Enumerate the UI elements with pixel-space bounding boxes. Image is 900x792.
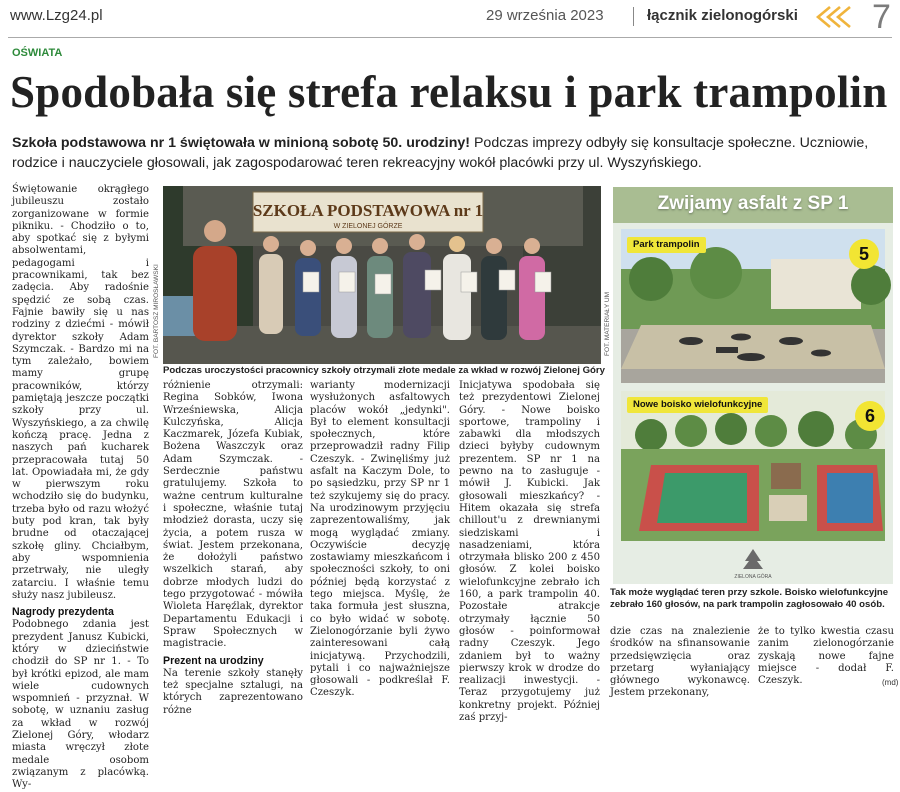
column-2-continued: Na terenie szkoły stanęły też specjalne sztalugi, na których zaprezentowano różne (163, 667, 303, 716)
column-4-text: Inicjatywa spodobała się też prezydentowi Zielonej Góry. - Nowe boisko sportowe, trampoliny i zabawki dla młodszych dzieci byłyby cudownym prezentem. SP nr 1 na pewno na to zasługuje - mówił J. Kubicki. Jak głosowali mieszkańcy? - Hitem okazała się strefa chillout'u z drewnianymi siedziskami i nasadzeniami, która otrzymała blisko 200 z 450 głosów. Z kolei boisko wielofunkcyjne zebrało ich 160, a park trampolin 40. Pozostałe atrakcje otrzymały łącznie 50 głosów - poinformował radny Czeszyk. Jego zdaniem był to ważny pierwszy krok w drodze do realizacji inwestycji. - Teraz przygotujemy już konkretny projekt. Później zaś przyj- (459, 380, 600, 724)
article-column-2 (163, 380, 303, 716)
panel-number-6: 6 (855, 401, 885, 431)
infographic (613, 187, 893, 584)
lead-paragraph (12, 133, 894, 173)
column-2-text: różnienie otrzymali: Regina Sobków, Iwona Wrześniewska, Alicja Kulczyńska, Alicja Kaczmarek, Józefa Kubiak, Bożena Waszczyk oraz Adam Szymczak. - Serdecznie państwu gratulujemy. Szkoła to ważne centrum kulturalne i społeczne, właśnie tutaj młodzież dorasta, uczy się życia, a potem rusza w świat. Jestem przekonana, że dołożyli państwo wszelkich starań, aby dobrze młodych ludzi do tego przygotować - mówiła Wioleta Haręźlak, dyrektor Departamentu Edukacji i Spraw Społecznych w magistracie. (163, 380, 303, 650)
section-tag: OŚWIATA (12, 47, 63, 59)
panel-label-trampoline: Park trampolin (627, 237, 706, 253)
chevron-left-icon (814, 5, 854, 29)
banner-subtext: W ZIELONEJ GÓRZE (333, 223, 403, 230)
multipurpose-pitch-rendering (621, 391, 885, 541)
article-column-5 (610, 626, 750, 699)
photo-credit: FOT. BARTOSZ MIROSŁAWSKI (153, 264, 160, 358)
header-divider (633, 7, 634, 26)
column-1-continued: Podobnego zdania jest prezydent Janusz Kubicki, który w dzieciństwie chodził do SP nr 1. - To był krótki epizod, ale mam wiele cudownych wspomnień - przyznał. W sobotę, w uznaniu zasług za wkład w rozwój Zielonej Góry, włodarz miasta wręczył złote medale osobom związanym z placówką. Wy- (12, 619, 149, 791)
zielona-gora-logo-icon (735, 547, 771, 581)
panel-multipurpose-pitch (621, 391, 885, 541)
infographic-title: Zwijamy asfalt z SP 1 (657, 193, 849, 214)
issue-date: 29 września 2023 (486, 7, 604, 24)
logo-text: ZIELONA GÓRA (734, 574, 772, 580)
article-column-1 (12, 184, 149, 791)
lead-rest: Podczas imprezy odbyły się konsultacje społeczne. Uczniowie, rodzice i nauczyciele głosowali, jak zagospodarować teren rekreacyjny wokół placówki przy ul. Wyszyńskiego. (12, 135, 869, 171)
column-5-text: dzie czas na znalezienie środków na sfinansowanie przedsięwzięcia oraz przetarg wyłaniający głównego wykonawcę. Jestem przekonany, (610, 626, 750, 699)
column-6-text: że to tylko kwestia czasu zanim zielonogórzanie zyskają nowe fajne miejsce - dodał F. Czeszyk. (758, 626, 894, 687)
banner-text: SZKOŁA PODSTAWOWA nr 1 (252, 201, 484, 220)
subheading-prezent: Prezent na urodziny (163, 654, 264, 667)
author-signature: (md) (882, 678, 899, 687)
panel-label-pitch: Nowe boisko wielofunkcyjne (627, 397, 768, 413)
site-url[interactable]: www.Lzg24.pl (10, 7, 103, 24)
publication-name: łącznik zielonogórski (647, 7, 798, 24)
column-1-text: Świętowanie okrągłego jubileuszu zostało zorganizowane w formie pikniku. - Chodziło o to, aby spotkać się z byłymi absolwentami, pedagogami i pracownikami, tak bez zadęcia. Aby radośnie spędzić ze sobą czas. Fajnie bawiły się u nas rodziny z dziećmi - mówił dyrektor szkoły Adam Szymczak. - Bardzo mi na tym zależało, bowiem mamy grupę pracowników, którzy pamiętają jeszcze początki szkoły przy ul. Wyszyńskiego, a za chwilę kończą pracę. Jedna z naszych pań kucharek przepracowała tutaj 50 lat. Opowiadała mi, że gdy w pierwszym roku wchodziło się do budynku, trzeba było od razu włożyć buty pod kran, tak były brudne od otaczającej szkołę gliny. Chciałbym, aby wspomnienia przetrwały, nie uległy zatarciu. I właśnie temu służy nasz jubileusz. (12, 184, 149, 601)
panel-trampoline-park (621, 229, 885, 383)
photo-caption: Podczas uroczystości pracownicy szkoły otrzymali złote medale za wkład w rozwój Zielonej Góry (163, 365, 605, 376)
infographic-credit: FOT. MATERIAŁY UM (604, 291, 611, 356)
infographic-caption: Tak może wyglądać teren przy szkole. Boisko wielofunkcyjne zebrało 160 głosów, na park trampolin zagłosowało 40 osób. (610, 587, 889, 610)
panel-number-5: 5 (849, 239, 879, 269)
article-column-3 (310, 380, 450, 699)
header-rule (8, 37, 892, 38)
lead-bold: Szkoła podstawowa nr 1 świętowała w minioną sobotę 50. urodziny! (12, 135, 471, 151)
ceremony-photo (163, 186, 601, 364)
ceremony-photo-illustration (163, 186, 601, 364)
subheading-nagrody: Nagrody prezydenta (12, 606, 114, 619)
column-3-text: warianty modernizacji wysłużonych asfaltowych placów wokół „jedynki". Był to element konsultacji społecznych, które przeprowadził radny Filip Czeszyk. - Zwinęliśmy już asfalt na Kaczym Dole, to po sąsiedzku, przy SP nr 1 też szykujemy się do pracy. Na urodzinowym przyjęciu zaprezentowaliśmy, jak mogą wyglądać zmiany. Oczywiście decyzję zostawiamy mieszkańcom i społeczności szkoły, to oni później będą korzystać z tego miejsca. Myślę, że taka formuła jest słuszna, co było widać w sobotę. Zielonogórzanie byli żywo zainteresowani całą inicjatywą. Przychodzili, pytali i co najważniejsze głosowali - podkreślał F. Czeszyk. (310, 380, 450, 699)
headline: Spodobała się strefa relaksu i park trampolin (10, 67, 888, 117)
article-column-4 (459, 380, 600, 724)
page-number: 7 (872, 0, 891, 36)
